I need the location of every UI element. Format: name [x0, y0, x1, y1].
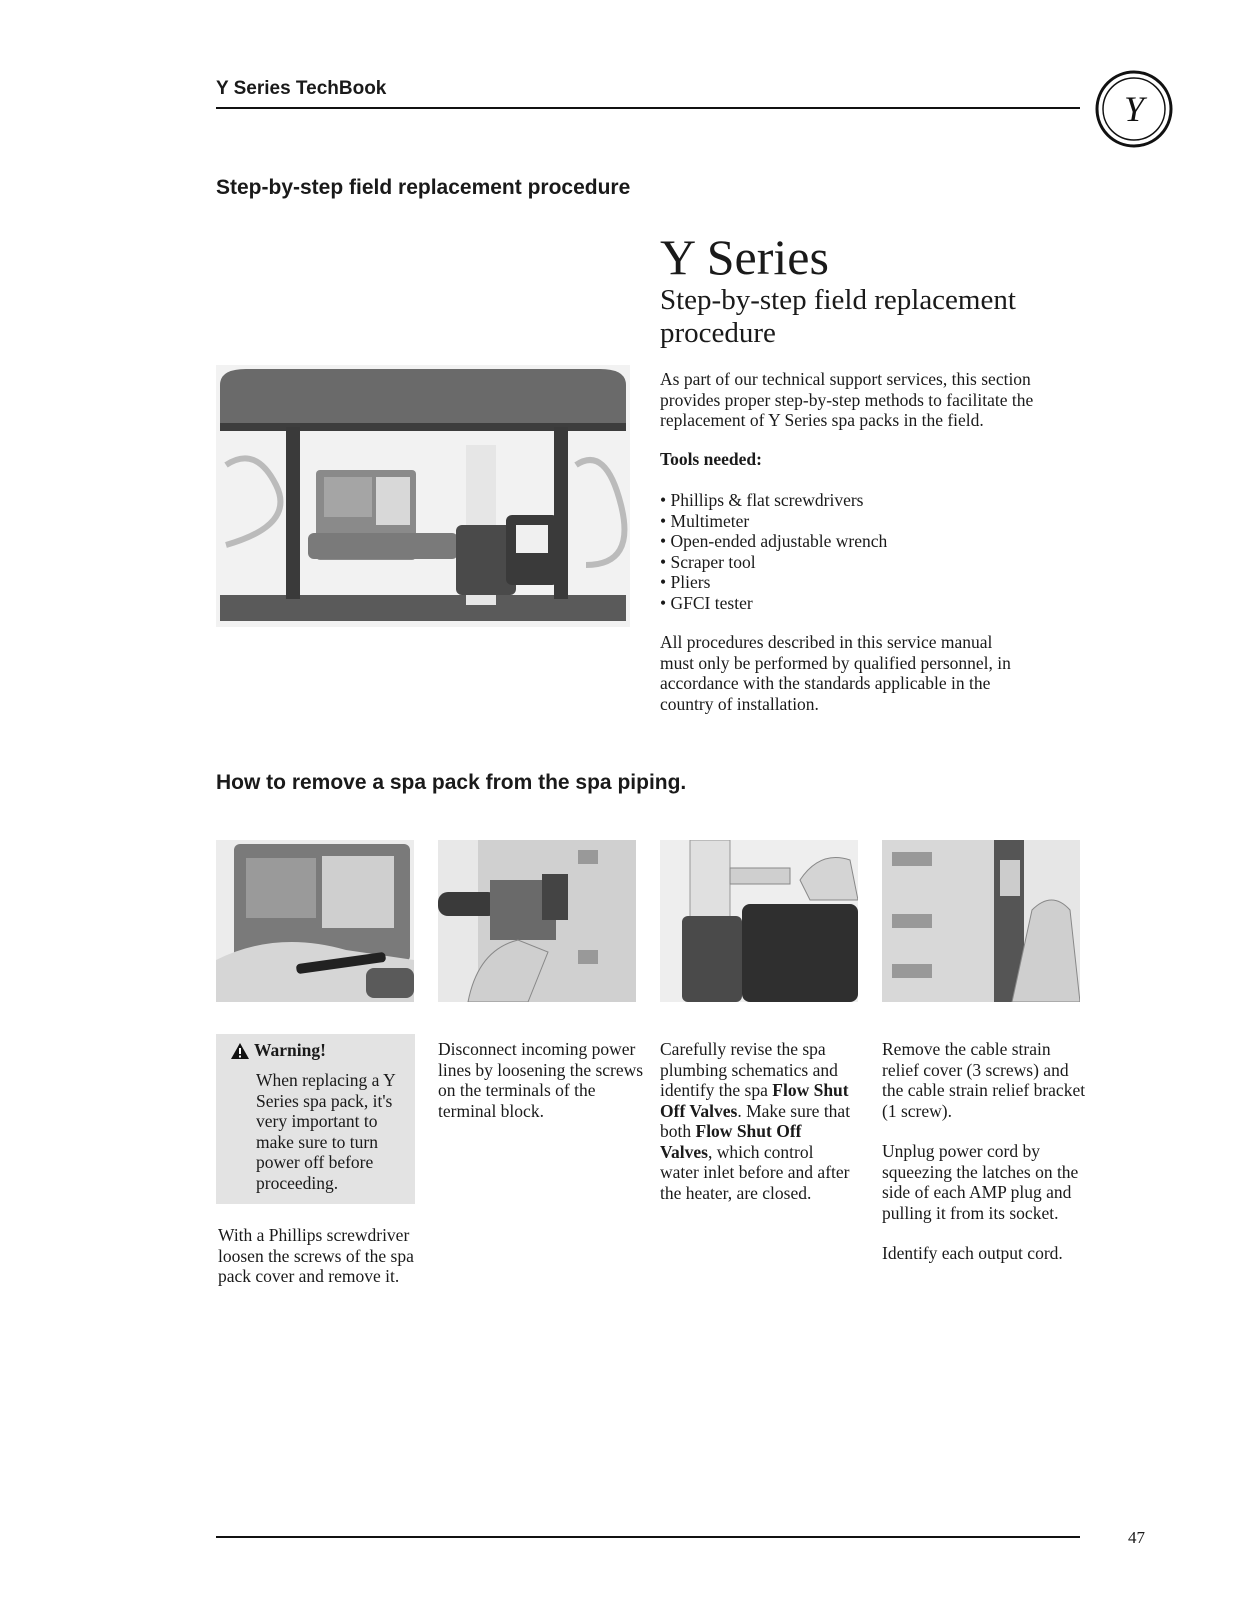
spa-pack-installed-image: [216, 365, 630, 627]
tool-item: • Scraper tool: [660, 552, 887, 573]
footer-rule: [216, 1536, 1080, 1538]
section-heading-remove: How to remove a spa pack from the spa piping.: [216, 771, 687, 794]
warning-text: When replacing a Y Series spa pack, it's very important to make sure to turn power off before proceeding.: [256, 1070, 396, 1193]
header-rule: [216, 107, 1080, 109]
tool-item: • Open-ended adjustable wrench: [660, 531, 887, 552]
step2-terminal-block-image: [438, 840, 636, 1002]
step3-text: Carefully revise the spa plumbing schematics and identify the spa Flow Shut Off Valves. Make sure that both Flow Shut Off Valves, which control water inlet before and after the heater, are closed.: [660, 1039, 851, 1203]
page-title: Y Series: [660, 229, 829, 285]
section-heading-procedure: Step-by-step field replacement procedure: [216, 176, 631, 199]
tool-item: • Pliers: [660, 572, 887, 593]
warning-title: Warning!: [254, 1040, 326, 1060]
y-series-logo-icon: [1095, 70, 1173, 148]
disclaimer-paragraph: All procedures described in this service manual must only be performed by qualified personnel, in accordance with the standards applicable in the country of installation.: [660, 632, 1011, 714]
tool-item: • Multimeter: [660, 511, 887, 532]
step1-text: With a Phillips screwdriver loosen the screws of the spa pack cover and remove it.: [218, 1225, 414, 1286]
step4-text: [882, 1039, 1088, 1264]
step1-screwdriver-image: [216, 840, 414, 1002]
flow-valves-bold: Flow Shut Off Valves: [660, 1080, 849, 1121]
step4-paragraph: Identify each output cord.: [882, 1243, 1063, 1263]
intro-paragraph: As part of our technical support services, this section provides proper step-by-step methods to facilitate the replacement of Y Series spa packs in the field.: [660, 369, 1034, 430]
header-title: Y Series TechBook: [216, 78, 387, 99]
warning-heading: [230, 1040, 326, 1061]
step4-paragraph: Unplug power cord by squeezing the latches on the side of each AMP plug and pulling it from its socket.: [882, 1141, 1079, 1223]
step4-paragraph: Remove the cable strain relief cover (3 screws) and the cable strain relief bracket (1 screw).: [882, 1039, 1086, 1121]
warning-triangle-icon: [230, 1042, 250, 1060]
step4-amp-plug-image: [882, 840, 1080, 1002]
step3-valve-image: [660, 840, 858, 1002]
page-subtitle: Step-by-step field replacement procedure: [660, 284, 1016, 349]
tools-heading: Tools needed:: [660, 449, 762, 469]
flow-valves-bold: Flow Shut Off Valves: [660, 1121, 802, 1162]
page-number: 47: [1128, 1528, 1145, 1547]
step2-text: Disconnect incoming power lines by loosening the screws on the terminals of the terminal block.: [438, 1039, 644, 1121]
tool-item: • GFCI tester: [660, 593, 887, 614]
tool-item: • Phillips & flat screwdrivers: [660, 490, 887, 511]
tools-list: [660, 490, 887, 613]
logo-letter: Y: [1123, 89, 1145, 129]
